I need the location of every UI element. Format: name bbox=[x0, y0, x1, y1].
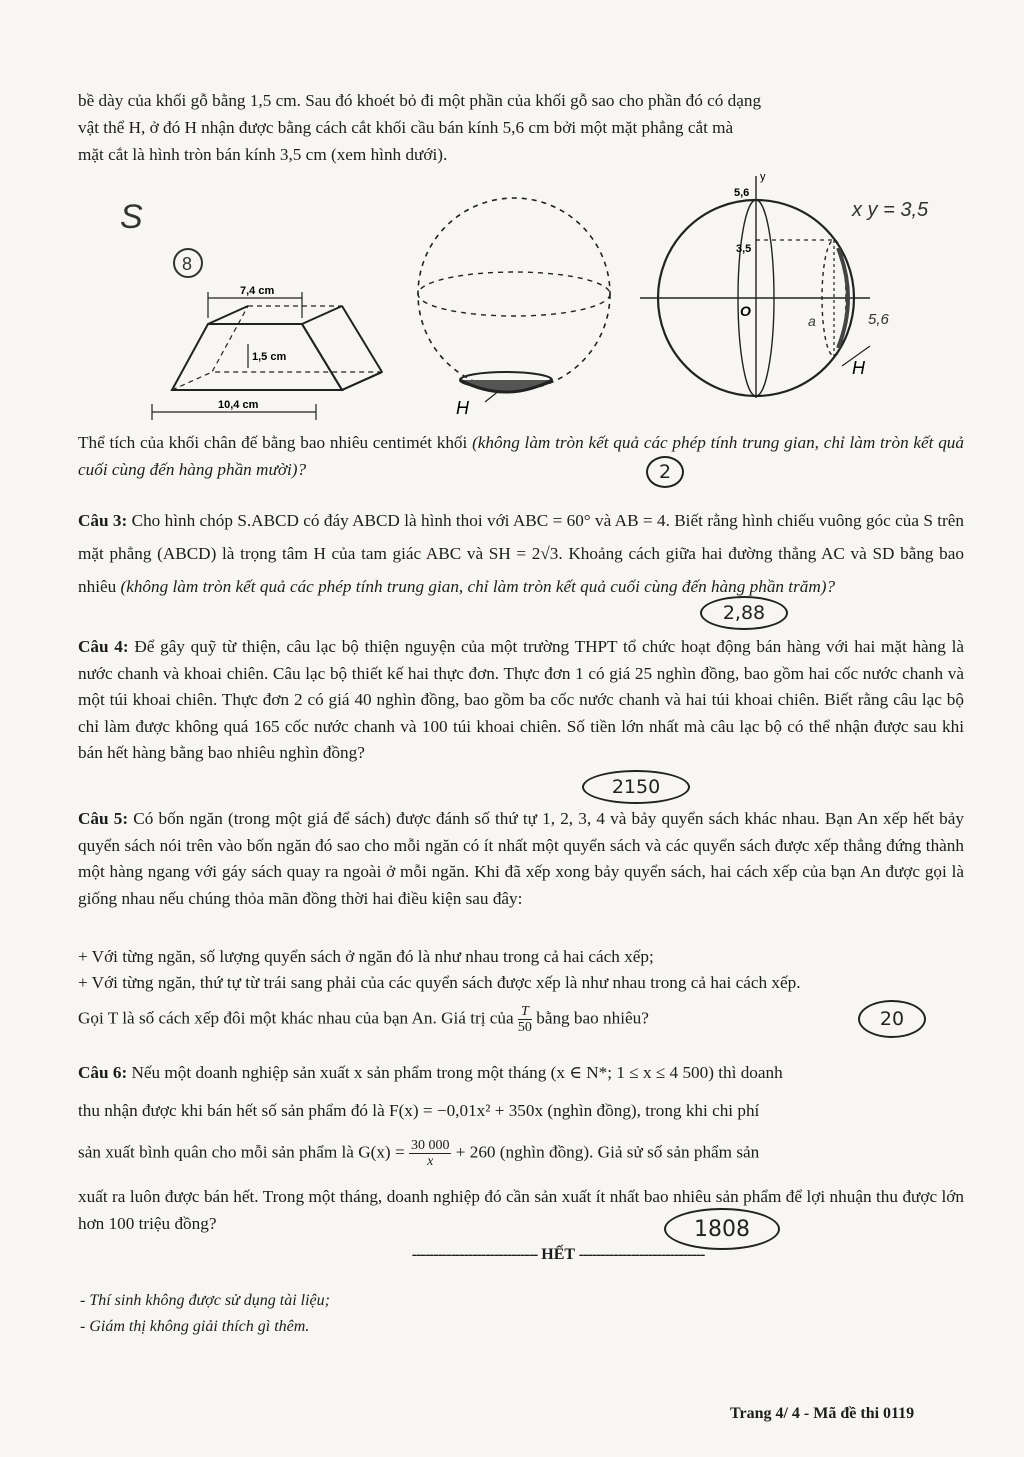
hand-s-mark: S bbox=[120, 198, 143, 236]
axis-y-label: y bbox=[760, 171, 766, 183]
question-6-line-1 bbox=[78, 1060, 964, 1087]
end-marker: ----------------------------- HẾT ----------------------------- bbox=[411, 1246, 705, 1263]
q5-condition-2: + Với từng ngăn, thứ tự từ trái sang phải của các quyển sách được xếp là như nhau trong cả hai cách xếp. bbox=[78, 973, 801, 992]
sphere-h-label: H bbox=[456, 398, 469, 418]
trap-top-label: 7,4 cm bbox=[240, 285, 275, 297]
y-56-label: 5,6 bbox=[734, 187, 750, 199]
q5-text: Có bốn ngăn (trong một giá để sách) được đánh số thứ tự 1, 2, 3, 4 và bảy quyển sách khác nhau. Bạn An xếp hết bảy quyển sách nói trên vào bốn ngăn đó sao cho mỗi ngăn có ít nhất một quyển sách và các quyển sách được xếp thẳng đứng thành một hàng ngang với gáy sách quay ra ngoài ở mỗi ngăn. Khi đã xếp xong bảy quyển sách, hai cách xếp của bạn An được gọi là giống nhau nếu chúng thỏa mãn đồng thời hai điều kiện sau đây: bbox=[78, 809, 964, 908]
question-3 bbox=[78, 504, 964, 603]
q3-answer: 2,88 bbox=[700, 596, 788, 630]
q5-frac-num: T bbox=[518, 1004, 532, 1020]
trap-bottom-label: 10,4 cm bbox=[218, 399, 259, 411]
hand-note-a: a bbox=[808, 313, 816, 329]
q3-note: (không làm tròn kết quả các phép tính trung gian, chỉ làm tròn kết quả cuối cùng đến hàng phần trăm)? bbox=[120, 577, 836, 596]
figures bbox=[80, 168, 980, 430]
intro-line-1: bề dày của khối gỗ bằng 1,5 cm. Sau đó khoét bỏ đi một phần của khối gỗ sao cho phần đó có dạng bbox=[78, 91, 762, 110]
origin-label: O bbox=[740, 303, 751, 319]
q5-ask-b: bằng bao nhiêu? bbox=[531, 1008, 649, 1028]
q5-ask bbox=[78, 1004, 964, 1035]
page-footer: Trang 4/ 4 - Mã đề thi 0119 bbox=[730, 1405, 915, 1422]
q3-text: Cho hình chóp S.ABCD có đáy ABCD là hình thoi với ABC = 60° và AB = 4. Biết rằng hình chiếu vuông góc của S trên mặt phẳng (ABCD) là trọng tâm H của tam giác ABC và SH = 2√3. Khoảng cách giữa hai đường thẳng AC và SD bằng bao nhiêu bbox=[78, 511, 964, 596]
q3-label: Câu 3: bbox=[78, 511, 128, 530]
q4-label: Câu 4: bbox=[78, 637, 129, 656]
q6-fraction bbox=[409, 1138, 452, 1169]
note-1: - Thí sinh không được sử dụng tài liệu; bbox=[80, 1292, 330, 1309]
q4-text: Để gây quỹ từ thiện, câu lạc bộ thiện nguyện của một trường THPT tổ chức hoạt động bán hàng với hai mặt hàng là nước chanh và khoai chiên. Câu lạc bộ thiết kế hai thực đơn. Thực đơn 1 có giá 25 nghìn đồng, bao gồm hai cốc nước chanh và một túi khoai chiên. Thực đơn 2 có giá 40 nghìn đồng, bao gồm ba cốc nước chanh và hai túi khoai chiên. Biết rằng câu lạc bộ chỉ làm được không quá 165 cốc nước chanh và 100 túi khoai chiên. Số tiền lớn nhất mà câu lạc bộ có thể nhận được sau khi bán hết hàng bằng bao nhiêu nghìn đồng? bbox=[78, 637, 964, 762]
q2-note: (không làm tròn kết quả các phép tính trung gian, chỉ làm tròn kết quả cuối cùng đến hàng phần mười)? bbox=[78, 433, 964, 479]
y-35-label: 3,5 bbox=[736, 243, 752, 255]
q6-label: Câu 6: bbox=[78, 1063, 128, 1082]
q6-g-den: x bbox=[427, 1154, 434, 1169]
question-6-line-3 bbox=[78, 1138, 964, 1169]
sphere-figure bbox=[418, 198, 610, 402]
trap-height-label: 1,5 cm bbox=[252, 351, 287, 363]
q6-g-num: 30 000 bbox=[410, 1138, 450, 1153]
q6-l3a: sản xuất bình quân cho mỗi sản phẩm là G(x) = bbox=[78, 1142, 409, 1162]
q6-l1a: Nếu một doanh nghiệp sản xuất x sản phẩm trong một tháng bbox=[127, 1063, 551, 1082]
end-label: HẾT bbox=[541, 1246, 575, 1263]
q5-fraction bbox=[518, 1004, 532, 1035]
question-6-line-4: xuất ra luôn được bán hết. Trong một tháng, doanh nghiệp đó cần sản xuất ít nhất bao nhiêu sản phẩm để lợi nhuận thu được lớn hơn 100 triệu đồng? bbox=[78, 1187, 964, 1233]
sphere-axes-figure bbox=[640, 176, 870, 398]
q5-label: Câu 5: bbox=[78, 809, 129, 828]
axes-h-label: H bbox=[852, 358, 865, 378]
hand-note-56: 5,6 bbox=[868, 311, 889, 328]
q4-answer: 2150 bbox=[582, 770, 690, 804]
hand-circle-digit: 8 bbox=[182, 254, 193, 274]
q5-frac-den: 50 bbox=[517, 1020, 532, 1035]
intro-line-2: vật thể H, ở đó H nhận được bằng cách cắt khối cầu bán kính 5,6 cm bởi một mặt phẳng cắt mà bbox=[78, 118, 734, 137]
question-5 bbox=[78, 806, 964, 912]
q6-l3b: + 260 (nghìn đồng). Giả sử số sản phẩm sản bbox=[451, 1142, 760, 1162]
question-4 bbox=[78, 634, 964, 767]
note-2: - Giám thị không giải thích gì thêm. bbox=[80, 1318, 310, 1335]
intro-line-3: mặt cắt là hình tròn bán kính 3,5 cm (xem hình dưới). bbox=[78, 145, 448, 164]
q2-answer: 2 bbox=[646, 456, 684, 488]
q5-condition-1: + Với từng ngăn, số lượng quyển sách ở ngăn đó là như nhau trong cả hai cách xếp; bbox=[78, 947, 654, 966]
q5-ask-a: Gọi T là số cách xếp đôi một khác nhau của bạn An. Giá trị của bbox=[78, 1008, 518, 1028]
q6-cond: (x ∈ N*; 1 ≤ x ≤ 4 500) bbox=[550, 1063, 714, 1082]
q5-answer: 20 bbox=[858, 1000, 926, 1038]
question-2 bbox=[78, 430, 964, 483]
q2-text: Thể tích của khối chân đế bằng bao nhiêu centimét khối bbox=[78, 433, 473, 452]
q6-answer: 1808 bbox=[664, 1208, 780, 1250]
hand-note-xy: x y = 3,5 bbox=[852, 199, 929, 221]
q6-l1b: thì doanh bbox=[713, 1063, 783, 1082]
question-6-line-2: thu nhận được khi bán hết số sản phẩm đó là F(x) = −0,01x² + 350x (nghìn đồng), trong khi chi phí bbox=[78, 1101, 760, 1120]
